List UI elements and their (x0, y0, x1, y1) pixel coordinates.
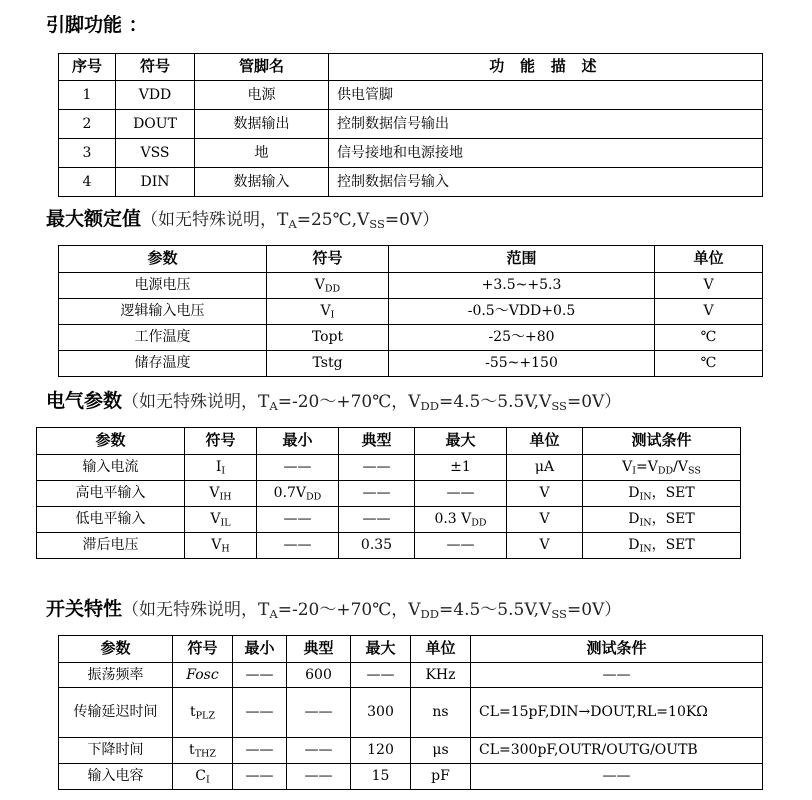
abs-max-note: （如无特殊说明，$T_A=25℃,V_{SS}=0V$） (141, 210, 440, 231)
col-header: 最大 (415, 428, 507, 455)
max-cell: 15 (351, 764, 411, 790)
pins-title: 引脚功能 ： (46, 14, 148, 36)
param-cell: 电源电压 (59, 273, 267, 299)
col-header: 最小 (257, 428, 339, 455)
unit-cell: ℃ (655, 351, 763, 377)
table-row (59, 81, 763, 110)
typ-cell: —— (287, 688, 351, 738)
range-cell: -55~+150 (389, 351, 655, 377)
symbol-cell: $t_{PLZ}$ (173, 688, 233, 738)
param-cell: 工作温度 (59, 325, 267, 351)
condition-cell: CL=15pF,DIN→DOUT,RL=10KΩ (471, 688, 763, 738)
table-row (59, 110, 763, 139)
max-cell: —— (415, 533, 507, 559)
min-cell: —— (257, 533, 339, 559)
max-cell: —— (415, 481, 507, 507)
param-cell: 输入电流 (37, 455, 185, 481)
pins-header-row (59, 54, 763, 81)
symbol-cell: Topt (267, 325, 389, 351)
unit-cell: pF (411, 764, 471, 790)
table-row (59, 351, 763, 377)
col-header: 符号 (116, 54, 195, 81)
param-cell: 传输延迟时间 (59, 688, 173, 738)
pin-no: 4 (59, 168, 116, 197)
switching-table (58, 635, 763, 790)
symbol-cell: $V_I$ (267, 299, 389, 325)
symbol-cell: $t_{THZ}$ (173, 738, 233, 764)
col-header: 范围 (389, 246, 655, 273)
abs-max-table (58, 245, 763, 377)
table-row (37, 455, 741, 481)
abs-max-header-row (59, 246, 763, 273)
electrical-header-row (37, 428, 741, 455)
pin-symbol: DOUT (116, 110, 195, 139)
col-header: 测试条件 (583, 428, 741, 455)
pin-no: 2 (59, 110, 116, 139)
pin-name: 数据输出 (195, 110, 329, 139)
typ-cell: —— (287, 764, 351, 790)
pins-table (58, 53, 763, 197)
min-cell: —— (233, 738, 287, 764)
unit-cell: μs (411, 738, 471, 764)
unit-cell: ns (411, 688, 471, 738)
condition-cell: $D_{IN}$，SET (583, 481, 741, 507)
param-cell: 逻辑输入电压 (59, 299, 267, 325)
max-cell: 0.3 $V_{DD}$ (415, 507, 507, 533)
symbol-cell: $C_I$ (173, 764, 233, 790)
condition-cell: $D_{IN}$，SET (583, 507, 741, 533)
col-header: 单位 (655, 246, 763, 273)
pin-desc: 控制数据信号输入 (329, 168, 763, 197)
table-row (59, 168, 763, 197)
unit-cell: ℃ (655, 325, 763, 351)
pin-desc: 供电管脚 (329, 81, 763, 110)
pin-no: 3 (59, 139, 116, 168)
min-cell: —— (233, 688, 287, 738)
col-header: 单位 (507, 428, 583, 455)
unit-cell: V (507, 481, 583, 507)
condition-cell: $D_{IN}$，SET (583, 533, 741, 559)
table-row (37, 481, 741, 507)
pin-symbol: VDD (116, 81, 195, 110)
table-row (59, 764, 763, 790)
param-cell: 储存温度 (59, 351, 267, 377)
table-row (59, 663, 763, 688)
param-cell: 低电平输入 (37, 507, 185, 533)
col-header: 功 能 描 述 (329, 54, 763, 81)
col-header: 符号 (173, 636, 233, 663)
col-header: 参数 (37, 428, 185, 455)
min-cell: —— (257, 455, 339, 481)
table-row (59, 299, 763, 325)
switching-header-row (59, 636, 763, 663)
col-header: 符号 (185, 428, 257, 455)
typ-cell: 0.35 (339, 533, 415, 559)
table-row (59, 139, 763, 168)
symbol-cell: $V_{DD}$ (267, 273, 389, 299)
pin-symbol: DIN (116, 168, 195, 197)
condition-cell: —— (471, 663, 763, 688)
param-cell: 输入电容 (59, 764, 173, 790)
switching-title: 开关特性 (46, 598, 123, 620)
symbol-cell: $V_{IL}$ (185, 507, 257, 533)
switching-note: （如无特殊说明，$T_A=-20\sim+70℃$，$V_{DD}=4.5\sim 5.5V,V_{SS}=0V$） (122, 600, 622, 621)
col-header: 测试条件 (471, 636, 763, 663)
col-header: 参数 (59, 636, 173, 663)
pin-name: 电源 (195, 81, 329, 110)
abs-max-title: 最大额定值 (46, 208, 142, 230)
symbol-cell: Tstg (267, 351, 389, 377)
condition-cell: $V_I=V_{DD}/V_{SS}$ (583, 455, 741, 481)
max-cell: —— (351, 663, 411, 688)
pin-desc: 控制数据信号输出 (329, 110, 763, 139)
symbol-cell: $V_H$ (185, 533, 257, 559)
pin-symbol: VSS (116, 139, 195, 168)
min-cell: —— (233, 764, 287, 790)
max-cell: 300 (351, 688, 411, 738)
typ-cell: —— (339, 481, 415, 507)
min-cell: $0.7V_{DD}$ (257, 481, 339, 507)
col-header: 管脚名 (195, 54, 329, 81)
param-cell: 高电平输入 (37, 481, 185, 507)
param-cell: 振荡频率 (59, 663, 173, 688)
max-cell: 120 (351, 738, 411, 764)
typ-cell: 600 (287, 663, 351, 688)
electrical-title: 电气参数 (46, 390, 123, 412)
electrical-section-title (46, 392, 621, 411)
col-header: 参数 (59, 246, 267, 273)
symbol-cell: Fosc (173, 663, 233, 688)
pin-desc: 信号接地和电源接地 (329, 139, 763, 168)
electrical-table (36, 427, 741, 559)
unit-cell: V (655, 273, 763, 299)
pin-no: 1 (59, 81, 116, 110)
table-row (59, 273, 763, 299)
range-cell: -0.5～VDD+0.5 (389, 299, 655, 325)
col-header: 典型 (287, 636, 351, 663)
table-row (59, 688, 763, 738)
param-cell: 下降时间 (59, 738, 173, 764)
switching-section-title (46, 600, 621, 619)
col-header: 序号 (59, 54, 116, 81)
symbol-cell: $I_I$ (185, 455, 257, 481)
unit-cell: V (507, 533, 583, 559)
pins-section-title (46, 16, 148, 35)
unit-cell: μA (507, 455, 583, 481)
col-header: 最小 (233, 636, 287, 663)
condition-cell: CL=300pF,OUTR/OUTG/OUTB (471, 738, 763, 764)
typ-cell: —— (339, 507, 415, 533)
pin-name: 地 (195, 139, 329, 168)
electrical-note: （如无特殊说明，$T_A=-20\sim+70℃$，$V_{DD}=4.5\sim 5.5V,V_{SS}=0V$） (122, 392, 622, 413)
table-row (37, 507, 741, 533)
table-row (37, 533, 741, 559)
col-header: 典型 (339, 428, 415, 455)
max-cell: ±1 (415, 455, 507, 481)
typ-cell: —— (287, 738, 351, 764)
typ-cell: —— (339, 455, 415, 481)
col-header: 最大 (351, 636, 411, 663)
unit-cell: V (507, 507, 583, 533)
table-row (59, 325, 763, 351)
symbol-cell: $V_{IH}$ (185, 481, 257, 507)
pin-name: 数据输入 (195, 168, 329, 197)
min-cell: —— (233, 663, 287, 688)
abs-max-section-title (46, 210, 439, 229)
table-row (59, 738, 763, 764)
min-cell: —— (257, 507, 339, 533)
range-cell: -25～+80 (389, 325, 655, 351)
param-cell: 滞后电压 (37, 533, 185, 559)
unit-cell: KHz (411, 663, 471, 688)
col-header: 符号 (267, 246, 389, 273)
unit-cell: V (655, 299, 763, 325)
range-cell: +3.5~+5.3 (389, 273, 655, 299)
condition-cell: —— (471, 764, 763, 790)
col-header: 单位 (411, 636, 471, 663)
